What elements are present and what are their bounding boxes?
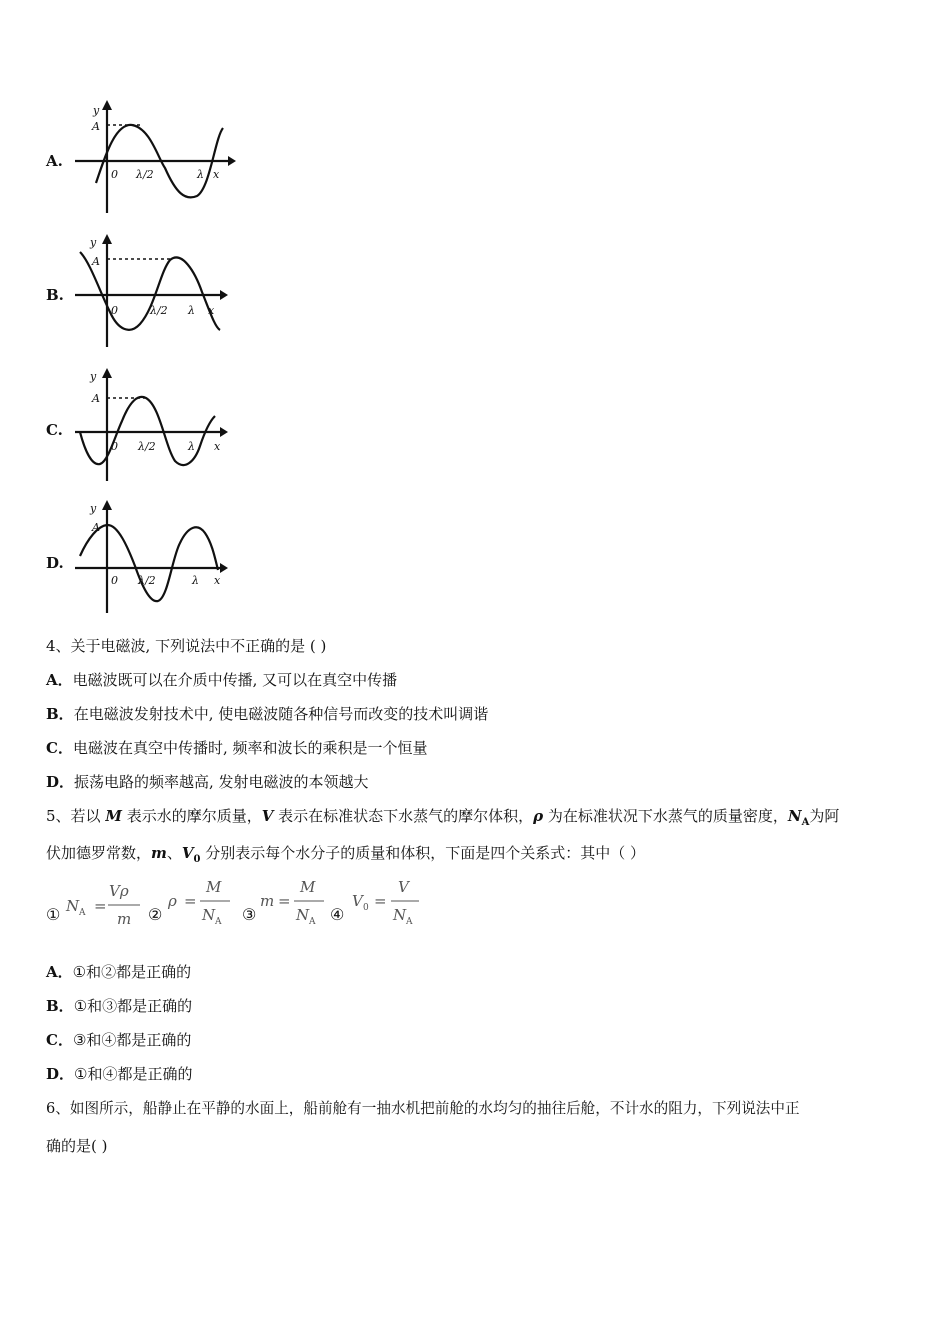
svg-text:③: ③ (242, 905, 257, 924)
svg-text:m: m (117, 910, 132, 928)
svg-text:x: x (214, 440, 221, 453)
svg-text:λ/2: λ/2 (138, 440, 156, 453)
q5-option-c: C．③和④都是正确的 (46, 1031, 192, 1049)
svg-text:m: m (260, 892, 275, 910)
svg-text:A: A (406, 917, 413, 927)
option-c-label: C. (46, 421, 63, 439)
q5-option-a: A．①和②都是正确的 (46, 963, 192, 981)
svg-text:M: M (206, 878, 222, 896)
graph-b (70, 232, 240, 350)
svg-text:λ: λ (192, 574, 199, 587)
q6-stem-line1: 6、如图所示，船静止在平静的水面上，船前舱有一抽水机把前舱的水均匀的抽往后舱，不计水的阻力，下列说法中正 (46, 1100, 800, 1117)
svg-text:A: A (309, 917, 316, 927)
option-a-label: A. (46, 152, 63, 170)
q4-option-a: A．电磁波既可以在介质中传播, 又可以在真空中传播 (46, 671, 398, 689)
svg-text:x: x (213, 168, 220, 181)
svg-text:=: = (278, 892, 291, 910)
svg-text:λ/2: λ/2 (150, 304, 168, 317)
svg-text:ρ: ρ (168, 892, 177, 910)
svg-text:=: = (374, 892, 387, 910)
option-b-label: B. (46, 286, 64, 304)
svg-text:A: A (92, 120, 100, 133)
svg-text:A: A (92, 521, 100, 534)
svg-text:λ: λ (197, 168, 204, 181)
q5-stem-line2: 伏加德罗常数，m、$V_0$ 分别表示每个水分子的质量和体积，下面是四个关系式：其中（ ） (46, 844, 646, 865)
svg-text:N: N (393, 906, 407, 924)
svg-text:y: y (90, 370, 97, 383)
svg-text:①: ① (46, 905, 61, 924)
svg-text:A: A (215, 917, 222, 927)
svg-text:A: A (79, 908, 86, 918)
svg-text:Vρ: Vρ (109, 882, 129, 900)
q5-formulas (46, 874, 466, 930)
q5-stem-line1: 5、若以 M 表示水的摩尔质量，V 表示在标准状态下水蒸气的摩尔体积，ρ 为在标准状况下水蒸气的质量密度，$N_A$为阿 (46, 807, 840, 828)
svg-text:x: x (208, 304, 215, 317)
q4-option-c: C．电磁波在真空中传播时, 频率和波长的乘积是一个恒量 (46, 739, 428, 757)
svg-text:0: 0 (111, 440, 118, 453)
svg-text:M: M (300, 878, 316, 896)
svg-text:λ/2: λ/2 (138, 574, 156, 587)
svg-text:x: x (214, 574, 221, 587)
option-d-label: D. (46, 554, 64, 572)
svg-text:0: 0 (111, 168, 118, 181)
svg-text:N: N (202, 906, 216, 924)
svg-text:=: = (94, 897, 107, 915)
svg-text:λ: λ (188, 304, 195, 317)
graph-c (70, 366, 240, 484)
svg-text:y: y (93, 104, 100, 117)
svg-text:=: = (184, 892, 197, 910)
q4-option-d: D．振荡电路的频率越高, 发射电磁波的本领越大 (46, 773, 369, 791)
svg-text:N: N (66, 897, 80, 915)
svg-text:0: 0 (363, 903, 369, 913)
graph-a (70, 98, 240, 216)
svg-text:V: V (398, 878, 409, 896)
q4-stem: 4、关于电磁波, 下列说法中不正确的是 ( ) (46, 637, 327, 655)
svg-text:A: A (92, 255, 100, 268)
svg-text:0: 0 (111, 574, 118, 587)
q5-option-d: D．①和④都是正确的 (46, 1065, 193, 1083)
svg-text:λ: λ (188, 440, 195, 453)
q5-option-b: B．①和③都是正确的 (46, 997, 193, 1015)
q6-stem-line2: 确的是( ) (46, 1137, 108, 1155)
svg-text:②: ② (148, 905, 163, 924)
graph-d (70, 498, 240, 616)
svg-text:y: y (90, 502, 97, 515)
svg-text:N: N (296, 906, 310, 924)
svg-text:λ/2: λ/2 (136, 168, 154, 181)
svg-text:0: 0 (111, 304, 118, 317)
svg-text:④: ④ (330, 905, 345, 924)
svg-text:y: y (90, 236, 97, 249)
q4-option-b: B．在电磁波发射技术中, 使电磁波随各种信号而改变的技术叫调谐 (46, 705, 489, 723)
svg-text:A: A (92, 392, 100, 405)
svg-text:V: V (352, 892, 363, 910)
